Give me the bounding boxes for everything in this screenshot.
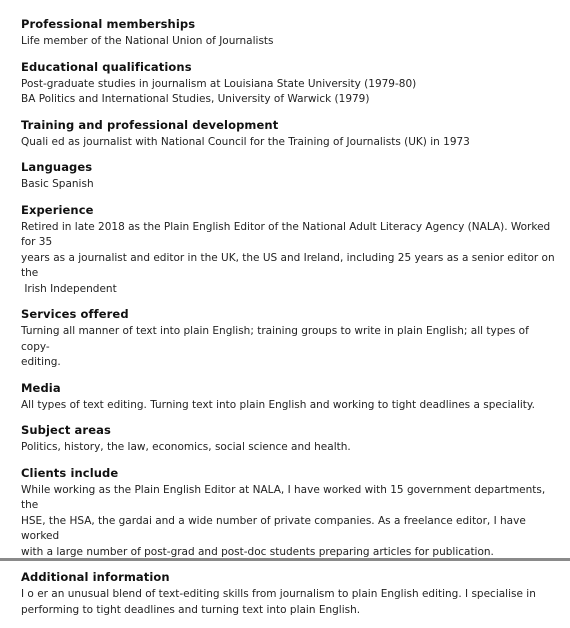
section-heading: Clients include: [21, 465, 119, 480]
section-text: I o er an unusual blend of text-editing skills from journalism to plain English editing. I specialise in: [21, 588, 536, 600]
section-text: performing to tight deadlines and turning text into plain English.: [21, 603, 361, 616]
section-text: editing.: [21, 356, 61, 368]
section-text: Life member of the National Union of Journalists: [21, 35, 274, 47]
section-heading: Languages: [21, 160, 93, 174]
section-languages: [21, 160, 556, 193]
section-heading: Subject areas: [21, 423, 111, 437]
section-media: [21, 381, 556, 414]
section-text: Turning all manner of text into plain English; training groups to write in plain English; all types of copy-: [21, 325, 529, 353]
section-heading: Media: [21, 380, 61, 395]
section-additional-information: [21, 570, 556, 618]
section-text: HSE, the HSA, the gardai and a wide number of private companies. As a freelance editor, I have worked: [21, 514, 526, 542]
profile-document: [21, 17, 556, 628]
section-heading: Educational qualifications: [21, 59, 192, 74]
section-text: Quali ed as journalist with National Council for the Training of Journalists (UK) in 1973: [21, 135, 470, 148]
section-experience: [21, 203, 556, 298]
section-text: years as a journalist and editor in the UK, the US and Ireland, including 25 years as a senior editor on the: [21, 251, 555, 279]
section-training: [21, 118, 556, 151]
section-text: BA Politics and International Studies, University of Warwick (1979): [21, 93, 370, 105]
section-services-offered: [21, 307, 556, 371]
section-text: All types of text editing. Turning text into plain English and working to tight deadlines a speciality.: [21, 398, 535, 411]
section-text: While working as the Plain English Editor at NALA, I have worked with 15 government departments, the: [21, 483, 546, 511]
section-heading: Experience: [21, 202, 94, 217]
section-clients-include: [21, 466, 556, 561]
section-heading: Additional information: [21, 570, 170, 584]
section-text: Irish Independent: [21, 282, 117, 295]
section-text: with a large number of post-grad and post-doc students preparing articles for publication.: [21, 545, 494, 558]
section-text: Retired in late 2018 as the Plain English Editor of the National Adult Literacy Agency (NALA). Worked for 35: [21, 220, 551, 248]
section-text: Basic Spanish: [21, 178, 94, 190]
section-professional-memberships: [21, 17, 556, 50]
section-educational-qualifications: [21, 60, 556, 108]
section-heading: Services offered: [21, 307, 129, 321]
section-heading: Professional memberships: [21, 17, 196, 31]
section-text: Politics, history, the law, economics, social science and health.: [21, 441, 351, 453]
section-text: Post-graduate studies in journalism at Louisiana State University (1979-80): [21, 77, 417, 90]
section-heading: Training and professional development: [21, 117, 279, 132]
section-subject-areas: [21, 423, 556, 456]
